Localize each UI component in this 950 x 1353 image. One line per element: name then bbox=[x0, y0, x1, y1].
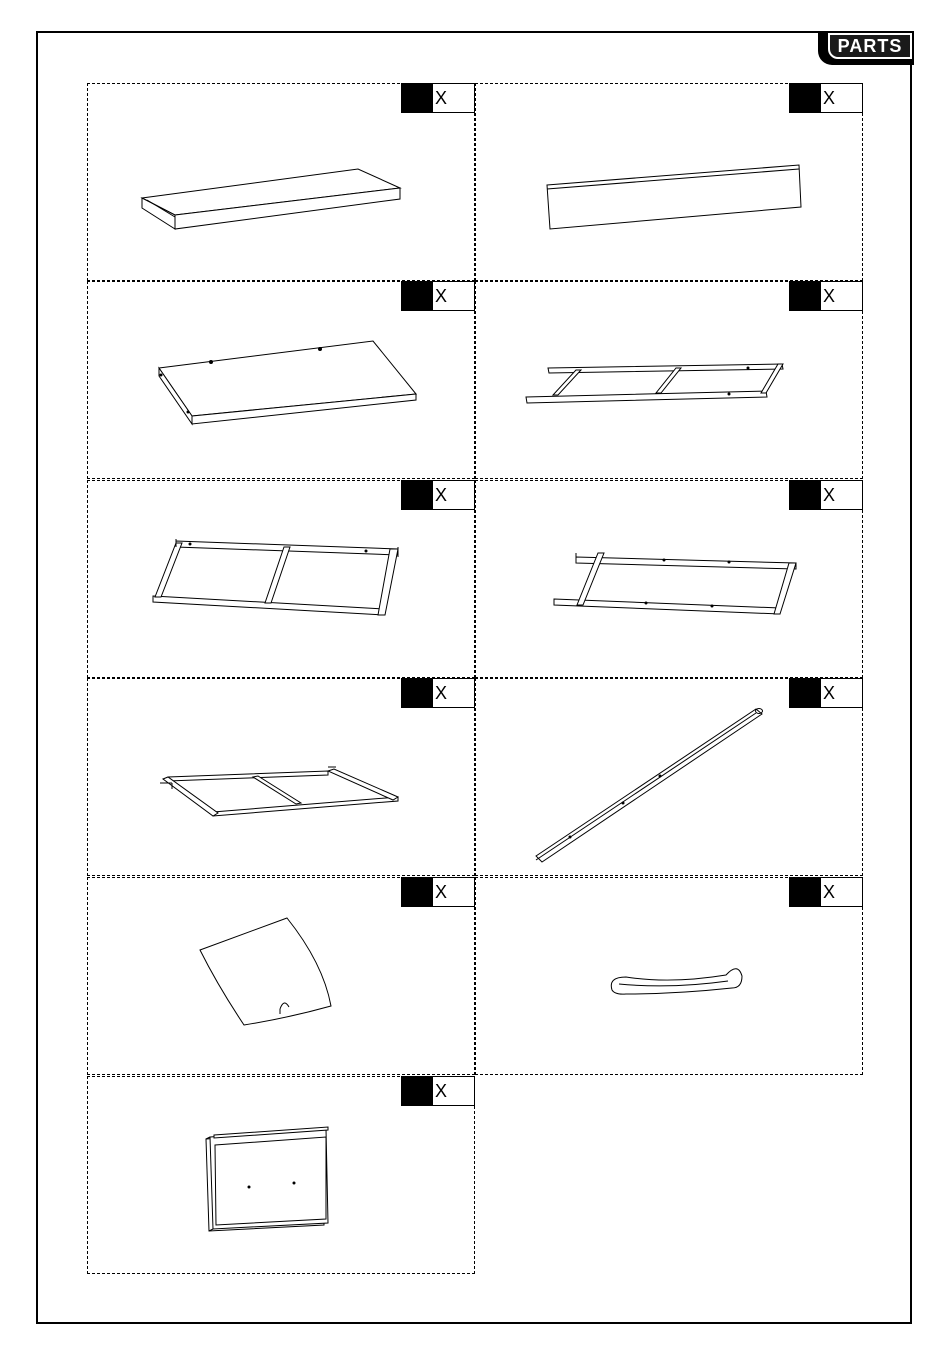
rail-frame-d-drawing bbox=[88, 679, 476, 877]
part-cell-rail-frame-d bbox=[87, 678, 475, 876]
top-panel-drawing bbox=[88, 282, 476, 480]
part-cell-box-panels bbox=[87, 1076, 475, 1274]
parts-tab bbox=[818, 31, 914, 65]
paper-sheet-drawing bbox=[88, 878, 476, 1076]
long-tube-drawing bbox=[476, 679, 864, 877]
quantity-label: X bbox=[435, 286, 448, 306]
box-panels-drawing bbox=[88, 1077, 476, 1275]
part-cell-rail-frame-c bbox=[475, 480, 863, 678]
part-cell-top-panel bbox=[87, 281, 475, 479]
quantity-label: X bbox=[823, 882, 836, 902]
rail-frame-a-drawing bbox=[476, 282, 864, 480]
handle-drawing bbox=[476, 878, 864, 1076]
part-cell-long-tube bbox=[475, 678, 863, 876]
rail-frame-b-drawing bbox=[88, 481, 476, 679]
quantity-label: X bbox=[823, 485, 836, 505]
quantity-label: X bbox=[823, 683, 836, 703]
quantity-label: X bbox=[435, 882, 448, 902]
part-cell-rail-frame-b bbox=[87, 480, 475, 678]
quantity-label: X bbox=[435, 683, 448, 703]
back-panel-drawing bbox=[476, 84, 864, 282]
part-cell-shelf-board bbox=[87, 83, 475, 281]
quantity-label: X bbox=[823, 88, 836, 108]
quantity-label: X bbox=[435, 1081, 448, 1101]
quantity-label: X bbox=[435, 88, 448, 108]
shelf-board-drawing bbox=[88, 84, 476, 282]
parts-tab-label: PARTS bbox=[828, 33, 912, 59]
quantity-label: X bbox=[435, 485, 448, 505]
part-cell-handle bbox=[475, 877, 863, 1075]
rail-frame-c-drawing bbox=[476, 481, 864, 679]
part-cell-back-panel bbox=[475, 83, 863, 281]
part-cell-paper-sheet bbox=[87, 877, 475, 1075]
quantity-label: X bbox=[823, 286, 836, 306]
part-cell-rail-frame-a bbox=[475, 281, 863, 479]
